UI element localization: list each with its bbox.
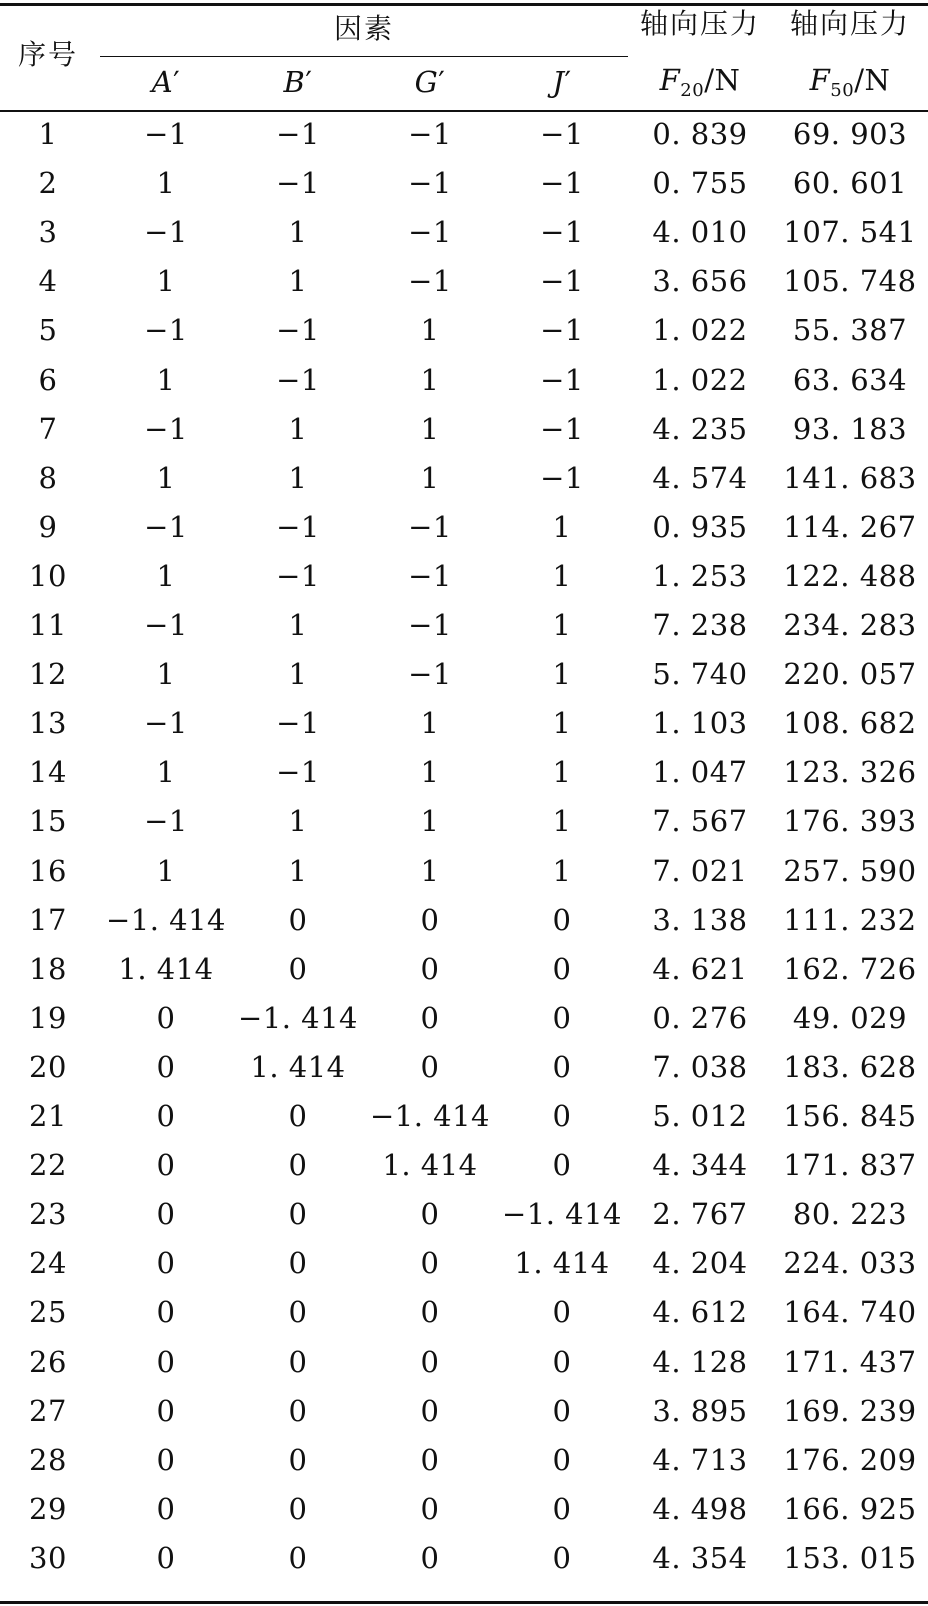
cell-seq: 23: [29, 1197, 67, 1232]
cell-factor-g: 0: [420, 1049, 440, 1084]
cell-force20: 4. 612: [652, 1295, 748, 1330]
cell-factor-b: −1: [276, 117, 320, 151]
cell-factor-g: 0: [420, 951, 440, 986]
table-row: [0, 1000, 928, 1050]
cell-force50: 166. 925: [783, 1491, 917, 1526]
cell-seq: 18: [29, 951, 67, 986]
cell-force20: 0. 755: [652, 166, 748, 201]
cell-factor-a: 0: [156, 1393, 176, 1428]
cell-factor-j: 0: [552, 1491, 572, 1526]
cell-factor-b: 0: [288, 1148, 308, 1183]
cell-factor-j: 1: [552, 706, 572, 741]
cell-factor-a: 0: [156, 1049, 176, 1084]
cell-seq: 20: [29, 1049, 67, 1084]
header-factor-j: J′: [552, 65, 572, 99]
cell-force50: 234. 283: [783, 608, 917, 642]
table-row: [0, 951, 928, 1001]
cell-seq: 1: [38, 117, 58, 151]
cell-factor-a: 1: [156, 558, 176, 593]
cell-factor-j: −1: [540, 411, 584, 446]
cell-factor-g: −1: [408, 608, 452, 642]
cell-factor-j: 0: [552, 1000, 572, 1035]
cell-factor-g: −1: [408, 215, 452, 250]
cell-factor-g: 1: [420, 411, 440, 446]
cell-factor-j: 0: [552, 1099, 572, 1133]
table-row: [0, 460, 928, 510]
cell-factor-j: −1. 414: [501, 1197, 623, 1232]
cell-factor-a: 1: [156, 853, 176, 888]
cell-seq: 12: [29, 657, 67, 692]
cell-factor-b: 0: [288, 1099, 308, 1133]
cell-force20: 0. 839: [652, 117, 748, 151]
header-factors: 因素: [333, 12, 394, 45]
cell-force20: 4. 621: [652, 951, 748, 986]
cell-force50: 162. 726: [783, 951, 917, 986]
cell-factor-g: 1: [420, 853, 440, 888]
cell-factor-a: 1: [156, 264, 176, 299]
cell-factor-j: 0: [552, 1148, 572, 1183]
cell-seq: 15: [29, 804, 67, 839]
cell-factor-j: −1: [540, 166, 584, 201]
cell-seq: 11: [29, 608, 67, 642]
cell-force50: 63. 634: [792, 362, 908, 397]
header-force50-title: 轴向压力: [789, 7, 910, 40]
cell-seq: 5: [38, 313, 58, 348]
cell-force20: 4. 344: [652, 1148, 748, 1183]
cell-factor-a: 1: [156, 460, 176, 495]
cell-seq: 8: [38, 460, 58, 495]
cell-factor-a: −1. 414: [105, 902, 227, 937]
cell-factor-b: 1: [288, 215, 308, 250]
cell-factor-g: 0: [420, 1344, 440, 1379]
table-row: [0, 509, 928, 559]
cell-factor-a: 1: [156, 362, 176, 397]
cell-factor-g: −1: [408, 117, 452, 151]
cell-force20: 7. 038: [652, 1049, 748, 1084]
cell-seq: 9: [38, 509, 58, 544]
header-force50-unit: $F_{50}/N$: [809, 63, 891, 101]
cell-factor-a: −1: [144, 215, 188, 250]
cell-force50: 156. 845: [783, 1099, 917, 1133]
table-row: [0, 1442, 928, 1492]
table-row: [0, 705, 928, 755]
cell-factor-a: 1. 414: [118, 951, 214, 986]
cell-factor-b: 1: [288, 804, 308, 839]
cell-force20: 5. 740: [652, 657, 748, 692]
cell-factor-j: 0: [552, 1393, 572, 1428]
cell-force50: 171. 437: [783, 1344, 917, 1379]
cell-factor-b: −1. 414: [237, 1000, 359, 1035]
cell-factor-b: 1: [288, 608, 308, 642]
cell-factor-b: 0: [288, 902, 308, 937]
cell-factor-j: 1. 414: [514, 1246, 610, 1281]
cell-factor-b: 0: [288, 1344, 308, 1379]
cell-factor-b: −1: [276, 166, 320, 201]
cell-factor-j: 1: [552, 804, 572, 839]
cell-factor-j: 0: [552, 902, 572, 937]
header-factor-g: G′: [414, 65, 446, 99]
table-row: [0, 1049, 928, 1099]
cell-force20: 4. 498: [652, 1491, 748, 1526]
cell-force20: 3. 138: [652, 902, 748, 937]
cell-factor-j: −1: [540, 264, 584, 299]
cell-factor-b: 1: [288, 264, 308, 299]
cell-seq: 22: [29, 1148, 67, 1183]
cell-force20: 1. 022: [652, 362, 748, 397]
cell-force20: 1. 022: [652, 313, 748, 348]
table-row: [0, 1294, 928, 1344]
cell-force50: 220. 057: [783, 657, 917, 692]
cell-factor-j: −1: [540, 460, 584, 495]
table-row: [0, 411, 928, 461]
cell-force50: 176. 209: [783, 1442, 917, 1477]
cell-force50: 60. 601: [792, 166, 908, 201]
cell-force20: 4. 204: [652, 1246, 748, 1281]
cell-factor-j: 0: [552, 1295, 572, 1330]
cell-factor-j: 0: [552, 1049, 572, 1084]
cell-force20: 0. 276: [652, 1000, 748, 1035]
cell-factor-b: 0: [288, 1246, 308, 1281]
table-row: [0, 165, 928, 215]
table-row: [0, 1344, 928, 1394]
cell-factor-j: −1: [540, 117, 584, 151]
cell-factor-g: 0: [420, 1393, 440, 1428]
table-row: [0, 1196, 928, 1246]
cell-force20: 0. 935: [652, 509, 748, 544]
cell-factor-b: −1: [276, 706, 320, 741]
cell-factor-j: −1: [540, 362, 584, 397]
cell-force20: 1. 253: [652, 558, 748, 593]
header-force20-title: 轴向压力: [639, 7, 760, 40]
cell-factor-a: 0: [156, 1246, 176, 1281]
cell-seq: 19: [29, 1000, 67, 1035]
cell-force50: 123. 326: [783, 755, 917, 790]
cell-force50: 153. 015: [783, 1540, 917, 1575]
cell-factor-b: 0: [288, 1393, 308, 1428]
cell-factor-a: −1: [144, 313, 188, 348]
cell-factor-b: 1: [288, 460, 308, 495]
cell-factor-g: 0: [420, 1295, 440, 1330]
cell-factor-g: 0: [420, 1540, 440, 1575]
cell-force50: 176. 393: [783, 804, 917, 839]
cell-force20: 4. 713: [652, 1442, 748, 1477]
cell-force20: 7. 238: [652, 608, 748, 642]
cell-factor-g: 1. 414: [382, 1148, 478, 1183]
cell-force50: 169. 239: [783, 1393, 917, 1428]
cell-factor-a: −1: [144, 804, 188, 839]
cell-factor-a: 0: [156, 1099, 176, 1133]
cell-factor-b: −1: [276, 558, 320, 593]
cell-seq: 17: [29, 902, 67, 937]
table-row: [0, 656, 928, 706]
cell-factor-g: 0: [420, 1197, 440, 1232]
cell-factor-g: −1: [408, 657, 452, 692]
cell-factor-g: 0: [420, 1442, 440, 1477]
cell-force20: 3. 656: [652, 264, 748, 299]
cell-force20: 7. 021: [652, 853, 748, 888]
cell-factor-j: 0: [552, 1540, 572, 1575]
cell-factor-j: −1: [540, 313, 584, 348]
header-bottom-rule: [0, 110, 928, 112]
cell-force50: 257. 590: [783, 853, 917, 888]
cell-force50: 93. 183: [792, 411, 908, 446]
table-row: [0, 754, 928, 804]
cell-factor-j: 0: [552, 1442, 572, 1477]
table-row: [0, 1098, 928, 1148]
table-row: [0, 607, 928, 657]
table-row: [0, 1540, 928, 1590]
table-row: [0, 853, 928, 903]
cell-seq: 25: [29, 1295, 67, 1330]
table-row: [0, 362, 928, 412]
cell-seq: 30: [29, 1540, 67, 1575]
cell-force20: 7. 567: [652, 804, 748, 839]
cell-force50: 224. 033: [783, 1246, 917, 1281]
table-row: [0, 1147, 928, 1197]
cell-seq: 4: [38, 264, 58, 299]
cell-factor-b: −1: [276, 509, 320, 544]
cell-factor-j: −1: [540, 215, 584, 250]
cell-force50: 122. 488: [783, 558, 917, 593]
cell-factor-a: −1: [144, 509, 188, 544]
cell-factor-a: 0: [156, 1295, 176, 1330]
cell-force50: 105. 748: [783, 264, 917, 299]
cell-factor-a: 0: [156, 1540, 176, 1575]
table-row: [0, 803, 928, 853]
cell-factor-b: 0: [288, 951, 308, 986]
cell-force50: 108. 682: [783, 706, 917, 741]
cell-force20: 5. 012: [652, 1099, 748, 1133]
cell-factor-g: 1: [420, 460, 440, 495]
cell-factor-j: 1: [552, 608, 572, 642]
cell-seq: 7: [38, 411, 58, 446]
cell-factor-g: −1: [408, 509, 452, 544]
table-row: [0, 1245, 928, 1295]
cell-factor-j: 0: [552, 951, 572, 986]
header-force20-unit: $F_{20}/N$: [659, 63, 741, 101]
cell-force20: 1. 047: [652, 755, 748, 790]
cell-factor-b: 1: [288, 657, 308, 692]
cell-factor-b: 0: [288, 1540, 308, 1575]
cell-factor-j: 0: [552, 1344, 572, 1379]
cell-factor-b: 1: [288, 411, 308, 446]
cell-force20: 4. 574: [652, 460, 748, 495]
cell-factor-b: 1: [288, 853, 308, 888]
cell-seq: 2: [38, 166, 58, 201]
cell-seq: 27: [29, 1393, 67, 1428]
cell-factor-a: 0: [156, 1000, 176, 1035]
cell-factor-b: 1. 414: [250, 1049, 346, 1084]
cell-factor-g: 1: [420, 804, 440, 839]
cell-seq: 6: [38, 362, 58, 397]
cell-factor-b: 0: [288, 1442, 308, 1477]
cell-factor-a: 0: [156, 1442, 176, 1477]
cell-factor-b: −1: [276, 755, 320, 790]
cell-force50: 55. 387: [792, 313, 908, 348]
cell-force50: 171. 837: [783, 1148, 917, 1183]
cell-factor-g: 1: [420, 755, 440, 790]
cell-factor-a: −1: [144, 706, 188, 741]
table-row: [0, 263, 928, 313]
cell-force20: 3. 895: [652, 1393, 748, 1428]
table-row: [0, 558, 928, 608]
cell-force20: 2. 767: [652, 1197, 748, 1232]
cell-force50: 183. 628: [783, 1049, 917, 1084]
cell-factor-b: −1: [276, 313, 320, 348]
cell-factor-a: −1: [144, 608, 188, 642]
cell-factor-a: 0: [156, 1491, 176, 1526]
header-factor-a: A′: [151, 65, 181, 99]
cell-seq: 21: [29, 1099, 67, 1133]
cell-factor-a: 1: [156, 166, 176, 201]
cell-factor-g: −1: [408, 558, 452, 593]
table-row: [0, 1491, 928, 1541]
cell-seq: 10: [29, 558, 67, 593]
table-row: [0, 312, 928, 362]
cell-force50: 141. 683: [783, 460, 917, 495]
factor-group-rule: [100, 56, 628, 57]
cell-force20: 4. 128: [652, 1344, 748, 1379]
cell-factor-j: 1: [552, 853, 572, 888]
cell-factor-a: −1: [144, 411, 188, 446]
cell-factor-j: 1: [552, 558, 572, 593]
cell-factor-g: −1: [408, 264, 452, 299]
cell-factor-g: 1: [420, 313, 440, 348]
cell-factor-g: 0: [420, 1000, 440, 1035]
cell-factor-b: 0: [288, 1491, 308, 1526]
cell-seq: 28: [29, 1442, 67, 1477]
table-bottom-rule: [0, 1601, 928, 1604]
cell-factor-b: −1: [276, 362, 320, 397]
cell-factor-a: 0: [156, 1344, 176, 1379]
cell-factor-g: −1: [408, 166, 452, 201]
cell-factor-b: 0: [288, 1295, 308, 1330]
table-row: [0, 1393, 928, 1443]
cell-seq: 29: [29, 1491, 67, 1526]
cell-factor-a: 0: [156, 1148, 176, 1183]
cell-factor-j: 1: [552, 509, 572, 544]
cell-force20: 4. 354: [652, 1540, 748, 1575]
cell-force50: 164. 740: [783, 1295, 917, 1330]
cell-seq: 16: [29, 853, 67, 888]
cell-factor-g: 0: [420, 1246, 440, 1281]
cell-factor-a: 1: [156, 755, 176, 790]
cell-force50: 111. 232: [783, 902, 917, 937]
cell-force20: 4. 235: [652, 411, 748, 446]
table-row: [0, 214, 928, 264]
cell-factor-g: 1: [420, 362, 440, 397]
table-row: [0, 116, 928, 166]
cell-factor-a: −1: [144, 117, 188, 151]
table-row: [0, 902, 928, 952]
cell-factor-a: 1: [156, 657, 176, 692]
cell-factor-g: 1: [420, 706, 440, 741]
cell-seq: 3: [38, 215, 58, 250]
cell-force20: 4. 010: [652, 215, 748, 250]
header-seq: 序号: [17, 38, 78, 71]
cell-factor-b: 0: [288, 1197, 308, 1232]
cell-force50: 49. 029: [792, 1000, 908, 1035]
cell-factor-g: −1. 414: [369, 1099, 491, 1133]
cell-factor-g: 0: [420, 1491, 440, 1526]
cell-seq: 24: [29, 1246, 67, 1281]
cell-factor-a: 0: [156, 1197, 176, 1232]
cell-factor-j: 1: [552, 657, 572, 692]
cell-factor-j: 1: [552, 755, 572, 790]
cell-force50: 114. 267: [783, 509, 917, 544]
cell-factor-g: 0: [420, 902, 440, 937]
cell-force50: 107. 541: [783, 215, 917, 250]
cell-force50: 80. 223: [792, 1197, 908, 1232]
cell-seq: 14: [29, 755, 67, 790]
cell-seq: 26: [29, 1344, 67, 1379]
cell-force20: 1. 103: [652, 706, 748, 741]
cell-seq: 13: [29, 706, 67, 741]
cell-force50: 69. 903: [792, 117, 908, 151]
header-factor-b: B′: [283, 65, 313, 99]
